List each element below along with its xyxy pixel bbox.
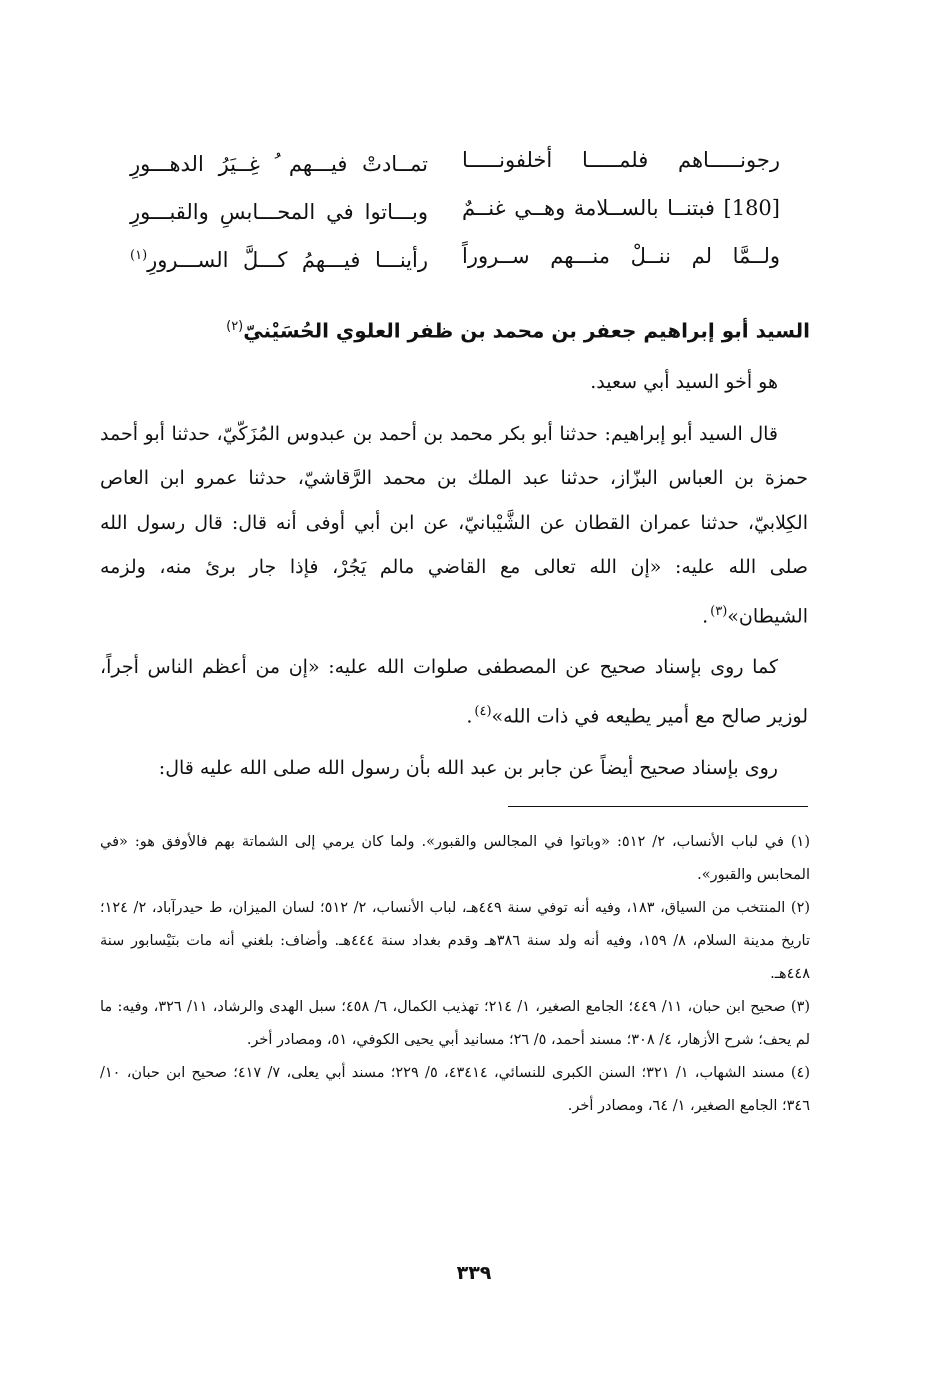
section-heading: السيد أبو إبراهيم جعفر بن محمد بن ظفر العلوي الحُسَيْنيّ$^{(٢)}$ xyxy=(226,318,810,343)
footnote-marker: (٢) xyxy=(226,319,244,334)
footnote-marker: (١) xyxy=(130,248,148,263)
paragraph: كما روى بإسناد صحيح عن المصطفى صلوات الله عليه: «إن من أعظم الناس أجراً، لوزير صالح مع أمير يطيعه في ذات الله»$^{(٤)}$. xyxy=(100,656,808,728)
poem-verse xyxy=(128,232,780,280)
footnote: (٢) المنتخب من السياق، ١٨٣، وفيه أنه توفي سنة ٤٤٩هـ، لباب الأنساب، ٢/ ٥١٢؛ لسان الميزان، ط حيدرآباد، ٢/ ١٢٤؛ تاريخ مدينة السلام، ٨/ ١٥٩، وفيه أنه ولد سنة ٣٨٦هـ وقدم بغداد سنة ٤٤٤هـ. وأضاف: بلغني أنه مات بنَيْسابور سنة ٤٤٨هـ. xyxy=(100,900,811,982)
body-text xyxy=(100,360,808,797)
verse-second-hemistich: رأينـــا فيـــهمُ كـــلَّ الســـرورِ$^{(١)}$ xyxy=(130,248,428,272)
verse-second-hemistich: وبـــاتوا في المحـــابسِ والقبـــورِ xyxy=(130,200,428,224)
verse-first-hemistich: رجونـــــاهم فلمـــــا أخلفونـــــا xyxy=(462,148,780,172)
verse-first-hemistich: ولــمَّا لم ننــلْ منـــهم ســروراً xyxy=(462,244,780,268)
footnote: (٤) مسند الشهاب، ١/ ٣٢١؛ السنن الكبرى للنسائي، ٤٣٤١٤، ٥/ ٢٢٩؛ مسند أبي يعلى، ٧/ ٤١٧؛ صحيح ابن حبان، ١٠/ ٣٤٦؛ الجامع الصغير، ١/ ٦٤، ومصادر أخر. xyxy=(100,1065,811,1114)
poem xyxy=(128,136,780,280)
footnote: (٣) صحيح ابن حبان، ١١/ ٤٤٩؛ الجامع الصغير، ١/ ٢١٤؛ تهذيب الكمال، ٦/ ٤٥٨؛ سبل الهدى والرشاد، ١١/ ٣٢٦، وفيه: ما لم يحف؛ شرح الأزهار، ٤/ ٣٠٨؛ مسند أحمد، ٥/ ٢٦؛ مسانيد أبي يحيى الكوفي، ٥١، ومصادر أخر. xyxy=(100,999,811,1048)
footnote-marker: (٣) xyxy=(710,603,728,619)
footnote-divider xyxy=(508,806,808,807)
poem-verse xyxy=(128,184,780,232)
verse-first-hemistich: [180] فبتنــا بالســلامة وهــي غنــمٌ xyxy=(462,196,780,220)
footnotes xyxy=(100,826,810,1123)
footnote-marker: (٤) xyxy=(474,703,492,719)
paragraph: قال السيد أبو إبراهيم: حدثنا أبو بكر محمد بن أحمد بن عبدوس المُزَكّيّ، حدثنا أبو أحمد حمزة بن العباس البزّاز، حدثنا عبد الملك بن محمد الرَّقاشيّ، حدثنا عمرو ابن العاص الكِلابيّ، حدثنا عمران القطان عن الشَّيْبانيّ، عن ابن أبي أوفى أنه قال: قال رسول الله صلى الله عليه: «إن الله تعالى مع القاضي مالم يَجُرْ، فإذا جار برئ منه، ولزمه الشيطان»$^{(٣)}$. xyxy=(100,422,808,627)
verse-second-hemistich: تمــادتْ فيـــهم ُ غِــيَرُ الدهـــورِ xyxy=(130,152,428,176)
poem-verse xyxy=(128,136,780,184)
paragraph: روى بإسناد صحيح أيضاً عن جابر بن عبد الله بأن رسول الله صلى الله عليه قال: xyxy=(158,756,778,779)
paragraph: هو أخو السيد أبي سعيد. xyxy=(590,371,778,393)
footnote: (١) في لباب الأنساب، ٢/ ٥١٢: «وباتوا في المجالس والقبور». ولما كان يرمي إلى الشماتة بهم فالأوفق هو: «في المحابس والقبور». xyxy=(100,834,810,883)
page-number: ٣٣٩ xyxy=(456,1262,492,1284)
